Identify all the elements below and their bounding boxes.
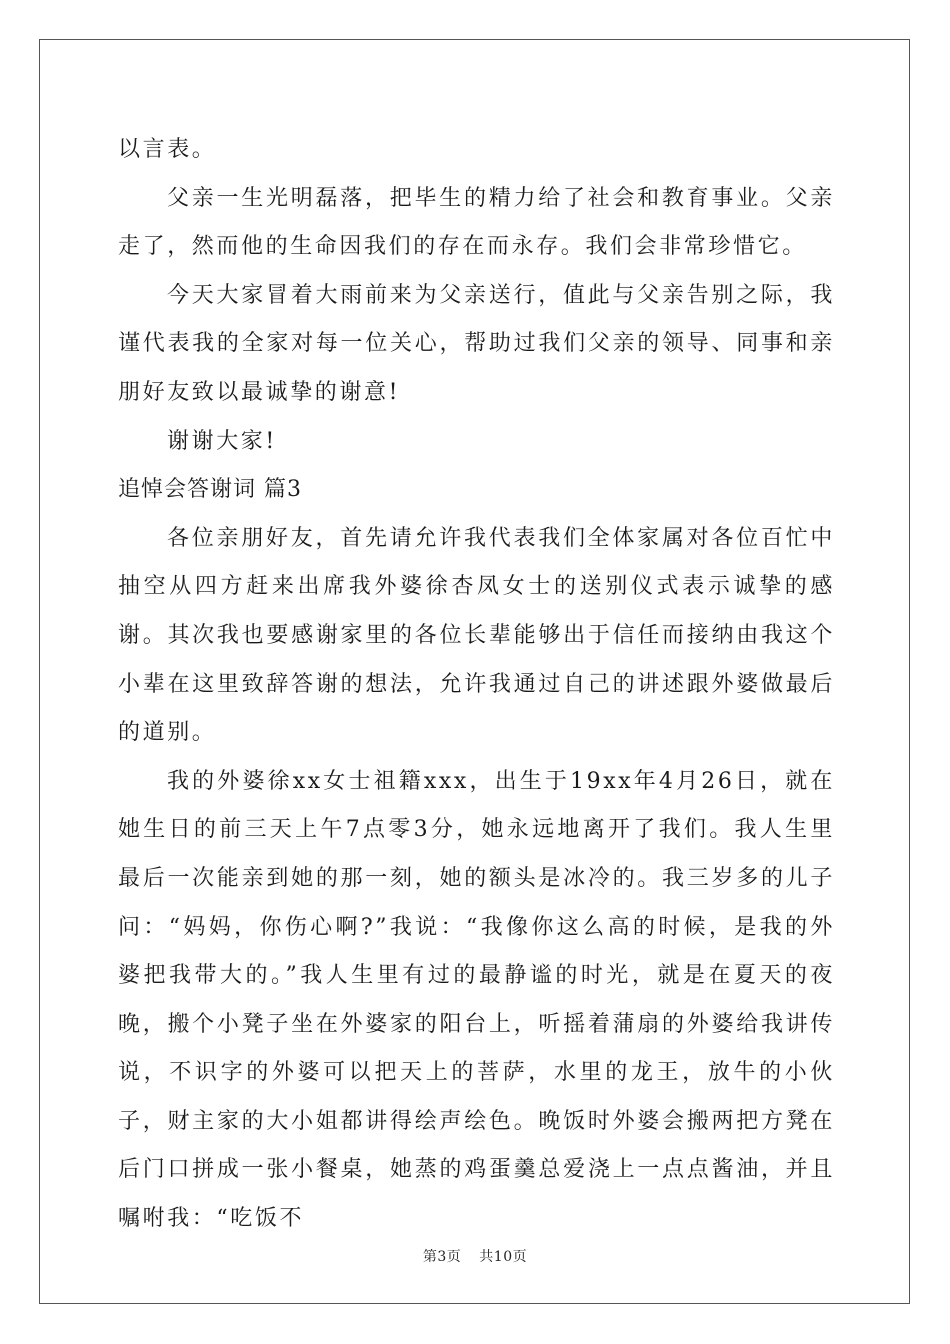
paragraph: 我的外婆徐xx女士祖籍xxx，出生于19xx年4月26日，就在她生日的前三天上午7点零3分，她永远地离开了我们。我人生里最后一次能亲到她的那一刻，她的额头是冰冷的。我三岁多的儿子问：“妈妈，你伤心啊?”我说：“我像你这么高的时候，是我的外婆把我带大的。”我人生里有过的最静谧的时光，就是在夏天的夜晚，搬个小凳子坐在外婆家的阳台上，听摇着蒲扇的外婆给我讲传说，不识字的外婆可以把天上的菩萨，水里的龙王，放牛的小伙子，财主家的大小姐都讲得绘声绘色。晚饭时外婆会搬两把方凳在后门口拼成一张小餐桌，她蒸的鸡蛋羹总爱浇上一点点酱油，并且嘱咐我：“吃饭不 xyxy=(118,768,835,1232)
paragraph-continuation: 以言表。 xyxy=(118,137,217,162)
paragraph: 各位亲朋好友，首先请允许我代表我们全体家属对各位百忙中抽空从四方赶来出席我外婆徐杏凤女士的送别仪式表示诚挚的感谢。其次我也要感谢家里的各位长辈能够出于信任而接纳由我这个小辈在这里致辞答谢的想法，允许我通过自己的讲述跟外婆做最后的道别。 xyxy=(118,525,835,746)
page-number: 第3页 xyxy=(422,1249,462,1265)
document-body xyxy=(118,126,835,1244)
section-heading: 追悼会答谢词 篇3 xyxy=(118,477,302,503)
page-total: 共10页 xyxy=(479,1249,528,1265)
paragraph: 父亲一生光明磊落，把毕生的精力给了社会和教育事业。父亲走了，然而他的生命因我们的存在而永存。我们会非常珍惜它。 xyxy=(118,185,835,260)
paragraph: 谢谢大家! xyxy=(167,428,277,454)
page-footer xyxy=(0,1246,950,1266)
paragraph: 今天大家冒着大雨前来为父亲送行，值此与父亲告别之际，我谨代表我的全家对每一位关心，帮助过我们父亲的领导、同事和亲朋好友致以最诚挚的谢意! xyxy=(118,282,835,405)
